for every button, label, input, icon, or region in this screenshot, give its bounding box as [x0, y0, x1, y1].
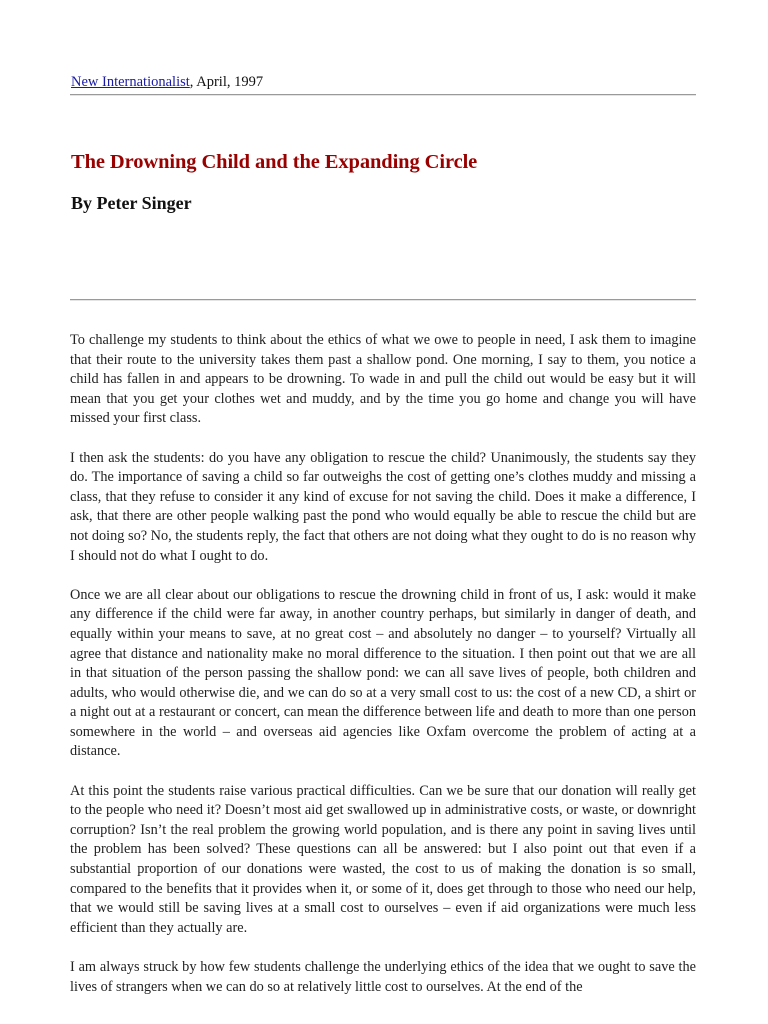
paragraph: Once we are all clear about our obligations to rescue the drowning child in front of us, I ask: would it make any difference if the child were far away, in another country perhaps, but similarly in danger of death, and equally within your means to save, at no great cost – and absolutely no danger – to yourself? Virtually all agree that distance and nationality make no moral difference to the situation. I then point out that we are all in that situation of the person passing the shallow pond: we can all save lives of people, both children and adults, who would otherwise die, and we can do so at a very small cost to us: the cost of a new CD, a shirt or a night out at a restaurant or concert, can mean the difference between life and death to more than one person somewhere in the world – and overseas aid agencies like Oxfam overcome the problem of acting at a distance.	[70, 586, 696, 760]
paragraph: At this point the students raise various practical difficulties. Can we be sure that our donation will really get to the people who need it? Doesn’t most aid get swallowed up in administrative costs, or waste, or downright corruption? Isn’t the real problem the growing world population, and is there any point in saving lives until the problem has been solved? These questions can all be answered: but I also point out that even if a substantial proportion of our donations were wasted, the cost to us of making the donation is so small, compared to the benefits that it provides when it, or some of it, does get through to those who need our help, that we would still be saving lives at a small cost to ourselves – even if aid organizations were much less efficient than they actually are.	[70, 782, 696, 936]
paragraph: I then ask the students: do you have any obligation to rescue the child? Unanimously, the students say they do. The importance of saving a child so far outweighs the cost of getting one’s clothes muddy and missing a class, that they refuse to consider it any kind of excuse for not saving the child. Does it make a difference, I ask, that there are other people walking past the pond who would equally be able to rescue the child but are not doing so? No, the students reply, the fact that others are not doing what they ought to do is no reason why I should not do what I ought to do.	[70, 449, 696, 564]
source-line	[71, 72, 263, 92]
header-divider	[70, 299, 696, 301]
top-divider	[70, 94, 696, 96]
paragraph: To challenge my students to think about the ethics of what we owe to people in need, I ask them to imagine that their route to the university takes them past a shallow pond. One morning, I say to them, you notice a child has fallen in and appears to be drowning. To wade in and pull the child out would be easy but it will mean that you get your clothes wet and muddy, and by the time you go home and change you will have missed your first class.	[70, 332, 696, 427]
publication-date: , April, 1997	[189, 74, 264, 90]
publication-link[interactable]: New Internationalist	[71, 74, 190, 90]
paragraph: I am always struck by how few students challenge the underlying ethics of the idea that we ought to save the lives of strangers when we can do so at relatively little cost to ourselves. At the end of the	[70, 959, 696, 995]
article-byline: By Peter Singer	[71, 193, 192, 213]
article-title: The Drowning Child and the Expanding Circle	[71, 151, 478, 173]
article-body	[70, 331, 696, 1017]
